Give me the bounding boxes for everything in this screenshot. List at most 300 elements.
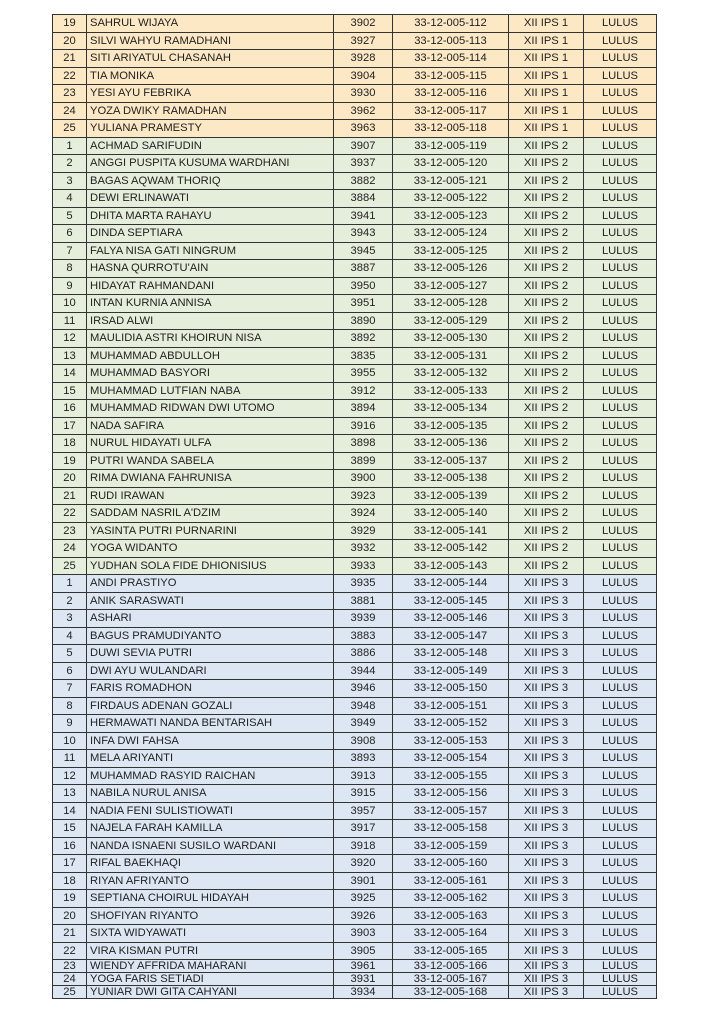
- graduation-status: LULUS: [584, 242, 657, 260]
- student-nis: 3915: [334, 785, 393, 803]
- graduation-status: LULUS: [584, 925, 657, 943]
- graduation-status: LULUS: [584, 697, 657, 715]
- student-nis: 3939: [334, 610, 393, 628]
- class-name: XII IPS 1: [509, 50, 584, 68]
- exam-number: 33-12-005-161: [393, 872, 509, 890]
- student-nis: 3927: [334, 32, 393, 50]
- row-number: 3: [53, 610, 87, 628]
- student-nis: 3908: [334, 732, 393, 750]
- student-nis: 3905: [334, 942, 393, 960]
- student-name: DEWI ERLINAWATI: [87, 190, 334, 208]
- student-nis: 3962: [334, 102, 393, 120]
- student-nis: 3883: [334, 627, 393, 645]
- exam-number: 33-12-005-155: [393, 767, 509, 785]
- graduation-status: LULUS: [584, 715, 657, 733]
- graduation-table-body: [53, 15, 657, 999]
- student-name: RIFAL BAEKHAQI: [87, 855, 334, 873]
- class-name: XII IPS 3: [509, 907, 584, 925]
- class-name: XII IPS 3: [509, 610, 584, 628]
- student-name: SIXTA WIDYAWATI: [87, 925, 334, 943]
- class-name: XII IPS 2: [509, 242, 584, 260]
- row-number: 24: [53, 102, 87, 120]
- row-number: 7: [53, 242, 87, 260]
- student-nis: 3948: [334, 697, 393, 715]
- student-name: PUTRI WANDA SABELA: [87, 452, 334, 470]
- class-name: XII IPS 2: [509, 540, 584, 558]
- row-number: 19: [53, 452, 87, 470]
- table-row: [53, 50, 657, 68]
- row-number: 21: [53, 487, 87, 505]
- row-number: 14: [53, 802, 87, 820]
- table-row: [53, 645, 657, 663]
- student-name: NURUL HIDAYATI ULFA: [87, 435, 334, 453]
- class-name: XII IPS 2: [509, 295, 584, 313]
- student-name: NADIA FENI SULISTIOWATI: [87, 802, 334, 820]
- row-number: 20: [53, 32, 87, 50]
- class-name: XII IPS 3: [509, 662, 584, 680]
- table-row: [53, 610, 657, 628]
- row-number: 25: [53, 557, 87, 575]
- graduation-status: LULUS: [584, 417, 657, 435]
- row-number: 8: [53, 260, 87, 278]
- row-number: 2: [53, 592, 87, 610]
- exam-number: 33-12-005-168: [393, 986, 509, 999]
- row-number: 19: [53, 890, 87, 908]
- class-name: XII IPS 2: [509, 137, 584, 155]
- student-name: DHITA MARTA RAHAYU: [87, 207, 334, 225]
- table-row: [53, 767, 657, 785]
- row-number: 22: [53, 505, 87, 523]
- row-number: 18: [53, 435, 87, 453]
- exam-number: 33-12-005-142: [393, 540, 509, 558]
- table-row: [53, 986, 657, 999]
- row-number: 4: [53, 627, 87, 645]
- class-name: XII IPS 2: [509, 225, 584, 243]
- row-number: 12: [53, 767, 87, 785]
- row-number: 13: [53, 347, 87, 365]
- student-name: DINDA SEPTIARA: [87, 225, 334, 243]
- student-nis: 3929: [334, 522, 393, 540]
- student-name: NABILA NURUL ANISA: [87, 785, 334, 803]
- graduation-status: LULUS: [584, 540, 657, 558]
- graduation-status: LULUS: [584, 190, 657, 208]
- graduation-status: LULUS: [584, 400, 657, 418]
- row-number: 17: [53, 417, 87, 435]
- table-row: [53, 890, 657, 908]
- exam-number: 33-12-005-166: [393, 960, 509, 973]
- table-row: [53, 172, 657, 190]
- student-name: MAULIDIA ASTRI KHOIRUN NISA: [87, 330, 334, 348]
- exam-number: 33-12-005-117: [393, 102, 509, 120]
- row-number: 8: [53, 697, 87, 715]
- graduation-status: LULUS: [584, 890, 657, 908]
- student-nis: 3920: [334, 855, 393, 873]
- student-name: YESI AYU FEBRIKA: [87, 85, 334, 103]
- graduation-status: LULUS: [584, 837, 657, 855]
- row-number: 20: [53, 470, 87, 488]
- row-number: 6: [53, 662, 87, 680]
- graduation-status: LULUS: [584, 277, 657, 295]
- exam-number: 33-12-005-112: [393, 15, 509, 33]
- graduation-status: LULUS: [584, 610, 657, 628]
- exam-number: 33-12-005-122: [393, 190, 509, 208]
- student-nis: 3924: [334, 505, 393, 523]
- table-row: [53, 960, 657, 973]
- graduation-status: LULUS: [584, 382, 657, 400]
- student-name: YUDHAN SOLA FIDE DHIONISIUS: [87, 557, 334, 575]
- graduation-status: LULUS: [584, 155, 657, 173]
- student-name: SEPTIANA CHOIRUL HIDAYAH: [87, 890, 334, 908]
- graduation-status: LULUS: [584, 802, 657, 820]
- class-name: XII IPS 3: [509, 645, 584, 663]
- class-name: XII IPS 3: [509, 592, 584, 610]
- row-number: 16: [53, 400, 87, 418]
- class-name: XII IPS 2: [509, 557, 584, 575]
- class-name: XII IPS 3: [509, 802, 584, 820]
- table-row: [53, 540, 657, 558]
- class-name: XII IPS 3: [509, 960, 584, 973]
- graduation-status: LULUS: [584, 50, 657, 68]
- graduation-status: LULUS: [584, 627, 657, 645]
- row-number: 18: [53, 872, 87, 890]
- table-row: [53, 347, 657, 365]
- exam-number: 33-12-005-131: [393, 347, 509, 365]
- class-name: XII IPS 3: [509, 750, 584, 768]
- student-name: ACHMAD SARIFUDIN: [87, 137, 334, 155]
- class-name: XII IPS 3: [509, 715, 584, 733]
- row-number: 22: [53, 942, 87, 960]
- exam-number: 33-12-005-123: [393, 207, 509, 225]
- student-name: DWI AYU WULANDARI: [87, 662, 334, 680]
- student-nis: 3933: [334, 557, 393, 575]
- class-name: XII IPS 2: [509, 487, 584, 505]
- table-row: [53, 942, 657, 960]
- table-row: [53, 662, 657, 680]
- row-number: 3: [53, 172, 87, 190]
- class-name: XII IPS 2: [509, 330, 584, 348]
- class-name: XII IPS 2: [509, 172, 584, 190]
- student-name: IRSAD ALWI: [87, 312, 334, 330]
- exam-number: 33-12-005-148: [393, 645, 509, 663]
- row-number: 13: [53, 785, 87, 803]
- student-nis: 3882: [334, 172, 393, 190]
- graduation-status: LULUS: [584, 645, 657, 663]
- table-row: [53, 592, 657, 610]
- table-row: [53, 260, 657, 278]
- student-name: FIRDAUS ADENAN GOZALI: [87, 697, 334, 715]
- student-nis: 3884: [334, 190, 393, 208]
- table-row: [53, 67, 657, 85]
- exam-number: 33-12-005-149: [393, 662, 509, 680]
- table-row: [53, 120, 657, 138]
- row-number: 15: [53, 382, 87, 400]
- graduation-status: LULUS: [584, 207, 657, 225]
- student-name: MUHAMMAD RIDWAN DWI UTOMO: [87, 400, 334, 418]
- exam-number: 33-12-005-140: [393, 505, 509, 523]
- graduation-status: LULUS: [584, 312, 657, 330]
- class-name: XII IPS 2: [509, 452, 584, 470]
- student-name: RIMA DWIANA FAHRUNISA: [87, 470, 334, 488]
- table-row: [53, 715, 657, 733]
- table-row: [53, 277, 657, 295]
- graduation-status: LULUS: [584, 732, 657, 750]
- exam-number: 33-12-005-163: [393, 907, 509, 925]
- exam-number: 33-12-005-127: [393, 277, 509, 295]
- student-nis: 3894: [334, 400, 393, 418]
- class-name: XII IPS 1: [509, 15, 584, 33]
- row-number: 14: [53, 365, 87, 383]
- class-name: XII IPS 3: [509, 837, 584, 855]
- student-nis: 3887: [334, 260, 393, 278]
- student-nis: 3904: [334, 67, 393, 85]
- row-number: 11: [53, 750, 87, 768]
- student-name: ANDI PRASTIYO: [87, 575, 334, 593]
- exam-number: 33-12-005-135: [393, 417, 509, 435]
- student-name: HERMAWATI NANDA BENTARISAH: [87, 715, 334, 733]
- graduation-status: LULUS: [584, 470, 657, 488]
- row-number: 2: [53, 155, 87, 173]
- row-number: 25: [53, 120, 87, 138]
- graduation-status: LULUS: [584, 907, 657, 925]
- student-nis: 3916: [334, 417, 393, 435]
- exam-number: 33-12-005-133: [393, 382, 509, 400]
- student-name: YULIANA PRAMESTY: [87, 120, 334, 138]
- graduation-status: LULUS: [584, 102, 657, 120]
- class-name: XII IPS 3: [509, 575, 584, 593]
- row-number: 21: [53, 925, 87, 943]
- exam-number: 33-12-005-165: [393, 942, 509, 960]
- student-nis: 3899: [334, 452, 393, 470]
- student-nis: 3935: [334, 575, 393, 593]
- row-number: 1: [53, 137, 87, 155]
- exam-number: 33-12-005-167: [393, 973, 509, 986]
- table-row: [53, 452, 657, 470]
- student-name: WIENDY AFFRIDA MAHARANI: [87, 960, 334, 973]
- student-nis: 3923: [334, 487, 393, 505]
- exam-number: 33-12-005-160: [393, 855, 509, 873]
- table-row: [53, 907, 657, 925]
- exam-number: 33-12-005-130: [393, 330, 509, 348]
- table-row: [53, 417, 657, 435]
- student-name: YASINTA PUTRI PURNARINI: [87, 522, 334, 540]
- table-row: [53, 697, 657, 715]
- student-nis: 3907: [334, 137, 393, 155]
- class-name: XII IPS 2: [509, 207, 584, 225]
- exam-number: 33-12-005-118: [393, 120, 509, 138]
- student-name: INTAN KURNIA ANNISA: [87, 295, 334, 313]
- student-name: MUHAMMAD BASYORI: [87, 365, 334, 383]
- table-row: [53, 785, 657, 803]
- student-name: FALYA NISA GATI NINGRUM: [87, 242, 334, 260]
- row-number: 10: [53, 295, 87, 313]
- student-nis: 3893: [334, 750, 393, 768]
- exam-number: 33-12-005-132: [393, 365, 509, 383]
- class-name: XII IPS 2: [509, 365, 584, 383]
- graduation-status: LULUS: [584, 855, 657, 873]
- student-nis: 3892: [334, 330, 393, 348]
- student-name: ANIK SARASWATI: [87, 592, 334, 610]
- student-name: NANDA ISNAENI SUSILO WARDANI: [87, 837, 334, 855]
- student-nis: 3932: [334, 540, 393, 558]
- student-name: MELA ARIYANTI: [87, 750, 334, 768]
- student-nis: 3835: [334, 347, 393, 365]
- graduation-status: LULUS: [584, 365, 657, 383]
- row-number: 25: [53, 986, 87, 999]
- student-name: DUWI SEVIA PUTRI: [87, 645, 334, 663]
- class-name: XII IPS 3: [509, 986, 584, 999]
- class-name: XII IPS 3: [509, 820, 584, 838]
- row-number: 6: [53, 225, 87, 243]
- table-row: [53, 190, 657, 208]
- class-name: XII IPS 3: [509, 890, 584, 908]
- exam-number: 33-12-005-119: [393, 137, 509, 155]
- table-row: [53, 575, 657, 593]
- class-name: XII IPS 1: [509, 32, 584, 50]
- student-nis: 3951: [334, 295, 393, 313]
- exam-number: 33-12-005-151: [393, 697, 509, 715]
- graduation-status: LULUS: [584, 767, 657, 785]
- row-number: 23: [53, 960, 87, 973]
- exam-number: 33-12-005-143: [393, 557, 509, 575]
- student-name: ANGGI PUSPITA KUSUMA WARDHANI: [87, 155, 334, 173]
- graduation-status: LULUS: [584, 330, 657, 348]
- student-nis: 3930: [334, 85, 393, 103]
- graduation-status: LULUS: [584, 32, 657, 50]
- class-name: XII IPS 2: [509, 470, 584, 488]
- student-nis: 3890: [334, 312, 393, 330]
- graduation-status: LULUS: [584, 750, 657, 768]
- row-number: 7: [53, 680, 87, 698]
- student-nis: 3937: [334, 155, 393, 173]
- table-row: [53, 557, 657, 575]
- table-row: [53, 732, 657, 750]
- class-name: XII IPS 2: [509, 260, 584, 278]
- exam-number: 33-12-005-128: [393, 295, 509, 313]
- table-row: [53, 102, 657, 120]
- student-nis: 3961: [334, 960, 393, 973]
- student-name: BAGAS AQWAM THORIQ: [87, 172, 334, 190]
- exam-number: 33-12-005-150: [393, 680, 509, 698]
- row-number: 22: [53, 67, 87, 85]
- student-name: SHOFIYAN RIYANTO: [87, 907, 334, 925]
- graduation-status: LULUS: [584, 592, 657, 610]
- graduation-status: LULUS: [584, 67, 657, 85]
- exam-number: 33-12-005-139: [393, 487, 509, 505]
- class-name: XII IPS 2: [509, 382, 584, 400]
- class-name: XII IPS 3: [509, 697, 584, 715]
- class-name: XII IPS 3: [509, 785, 584, 803]
- exam-number: 33-12-005-116: [393, 85, 509, 103]
- table-row: [53, 312, 657, 330]
- table-row: [53, 85, 657, 103]
- student-name: FARIS ROMADHON: [87, 680, 334, 698]
- class-name: XII IPS 3: [509, 680, 584, 698]
- table-row: [53, 680, 657, 698]
- graduation-status: LULUS: [584, 986, 657, 999]
- student-name: SADDAM NASRIL A'DZIM: [87, 505, 334, 523]
- graduation-status: LULUS: [584, 85, 657, 103]
- table-row: [53, 365, 657, 383]
- student-name: ASHARI: [87, 610, 334, 628]
- table-row: [53, 820, 657, 838]
- graduation-status: LULUS: [584, 785, 657, 803]
- table-row: [53, 207, 657, 225]
- graduation-status: LULUS: [584, 172, 657, 190]
- student-nis: 3913: [334, 767, 393, 785]
- exam-number: 33-12-005-113: [393, 32, 509, 50]
- exam-number: 33-12-005-115: [393, 67, 509, 85]
- graduation-status: LULUS: [584, 225, 657, 243]
- graduation-status: LULUS: [584, 973, 657, 986]
- exam-number: 33-12-005-125: [393, 242, 509, 260]
- graduation-status: LULUS: [584, 575, 657, 593]
- row-number: 10: [53, 732, 87, 750]
- student-nis: 3918: [334, 837, 393, 855]
- exam-number: 33-12-005-114: [393, 50, 509, 68]
- table-row: [53, 155, 657, 173]
- student-name: MUHAMMAD ABDULLOH: [87, 347, 334, 365]
- table-row: [53, 627, 657, 645]
- row-number: 11: [53, 312, 87, 330]
- graduation-status: LULUS: [584, 522, 657, 540]
- table-row: [53, 487, 657, 505]
- row-number: 5: [53, 645, 87, 663]
- row-number: 9: [53, 715, 87, 733]
- student-nis: 3957: [334, 802, 393, 820]
- graduation-status: LULUS: [584, 505, 657, 523]
- table-row: [53, 505, 657, 523]
- student-name: SITI ARIYATUL CHASANAH: [87, 50, 334, 68]
- table-row: [53, 855, 657, 873]
- table-row: [53, 750, 657, 768]
- student-name: YOGA WIDANTO: [87, 540, 334, 558]
- class-name: XII IPS 1: [509, 102, 584, 120]
- class-name: XII IPS 3: [509, 767, 584, 785]
- graduation-status: LULUS: [584, 872, 657, 890]
- exam-number: 33-12-005-153: [393, 732, 509, 750]
- exam-number: 33-12-005-134: [393, 400, 509, 418]
- student-nis: 3881: [334, 592, 393, 610]
- table-row: [53, 522, 657, 540]
- row-number: 23: [53, 85, 87, 103]
- table-row: [53, 925, 657, 943]
- exam-number: 33-12-005-146: [393, 610, 509, 628]
- graduation-table: [52, 14, 657, 999]
- student-name: SILVI WAHYU RAMADHANI: [87, 32, 334, 50]
- table-row: [53, 225, 657, 243]
- row-number: 9: [53, 277, 87, 295]
- exam-number: 33-12-005-138: [393, 470, 509, 488]
- table-row: [53, 137, 657, 155]
- exam-number: 33-12-005-162: [393, 890, 509, 908]
- student-nis: 3912: [334, 382, 393, 400]
- row-number: 20: [53, 907, 87, 925]
- student-nis: 3901: [334, 872, 393, 890]
- table-row: [53, 872, 657, 890]
- exam-number: 33-12-005-158: [393, 820, 509, 838]
- graduation-status: LULUS: [584, 820, 657, 838]
- class-name: XII IPS 3: [509, 973, 584, 986]
- student-name: YUNIAR DWI GITA CAHYANI: [87, 986, 334, 999]
- row-number: 23: [53, 522, 87, 540]
- student-nis: 3903: [334, 925, 393, 943]
- table-row: [53, 382, 657, 400]
- table-row: [53, 400, 657, 418]
- table-row: [53, 470, 657, 488]
- class-name: XII IPS 3: [509, 732, 584, 750]
- graduation-status: LULUS: [584, 120, 657, 138]
- student-name: HIDAYAT RAHMANDANI: [87, 277, 334, 295]
